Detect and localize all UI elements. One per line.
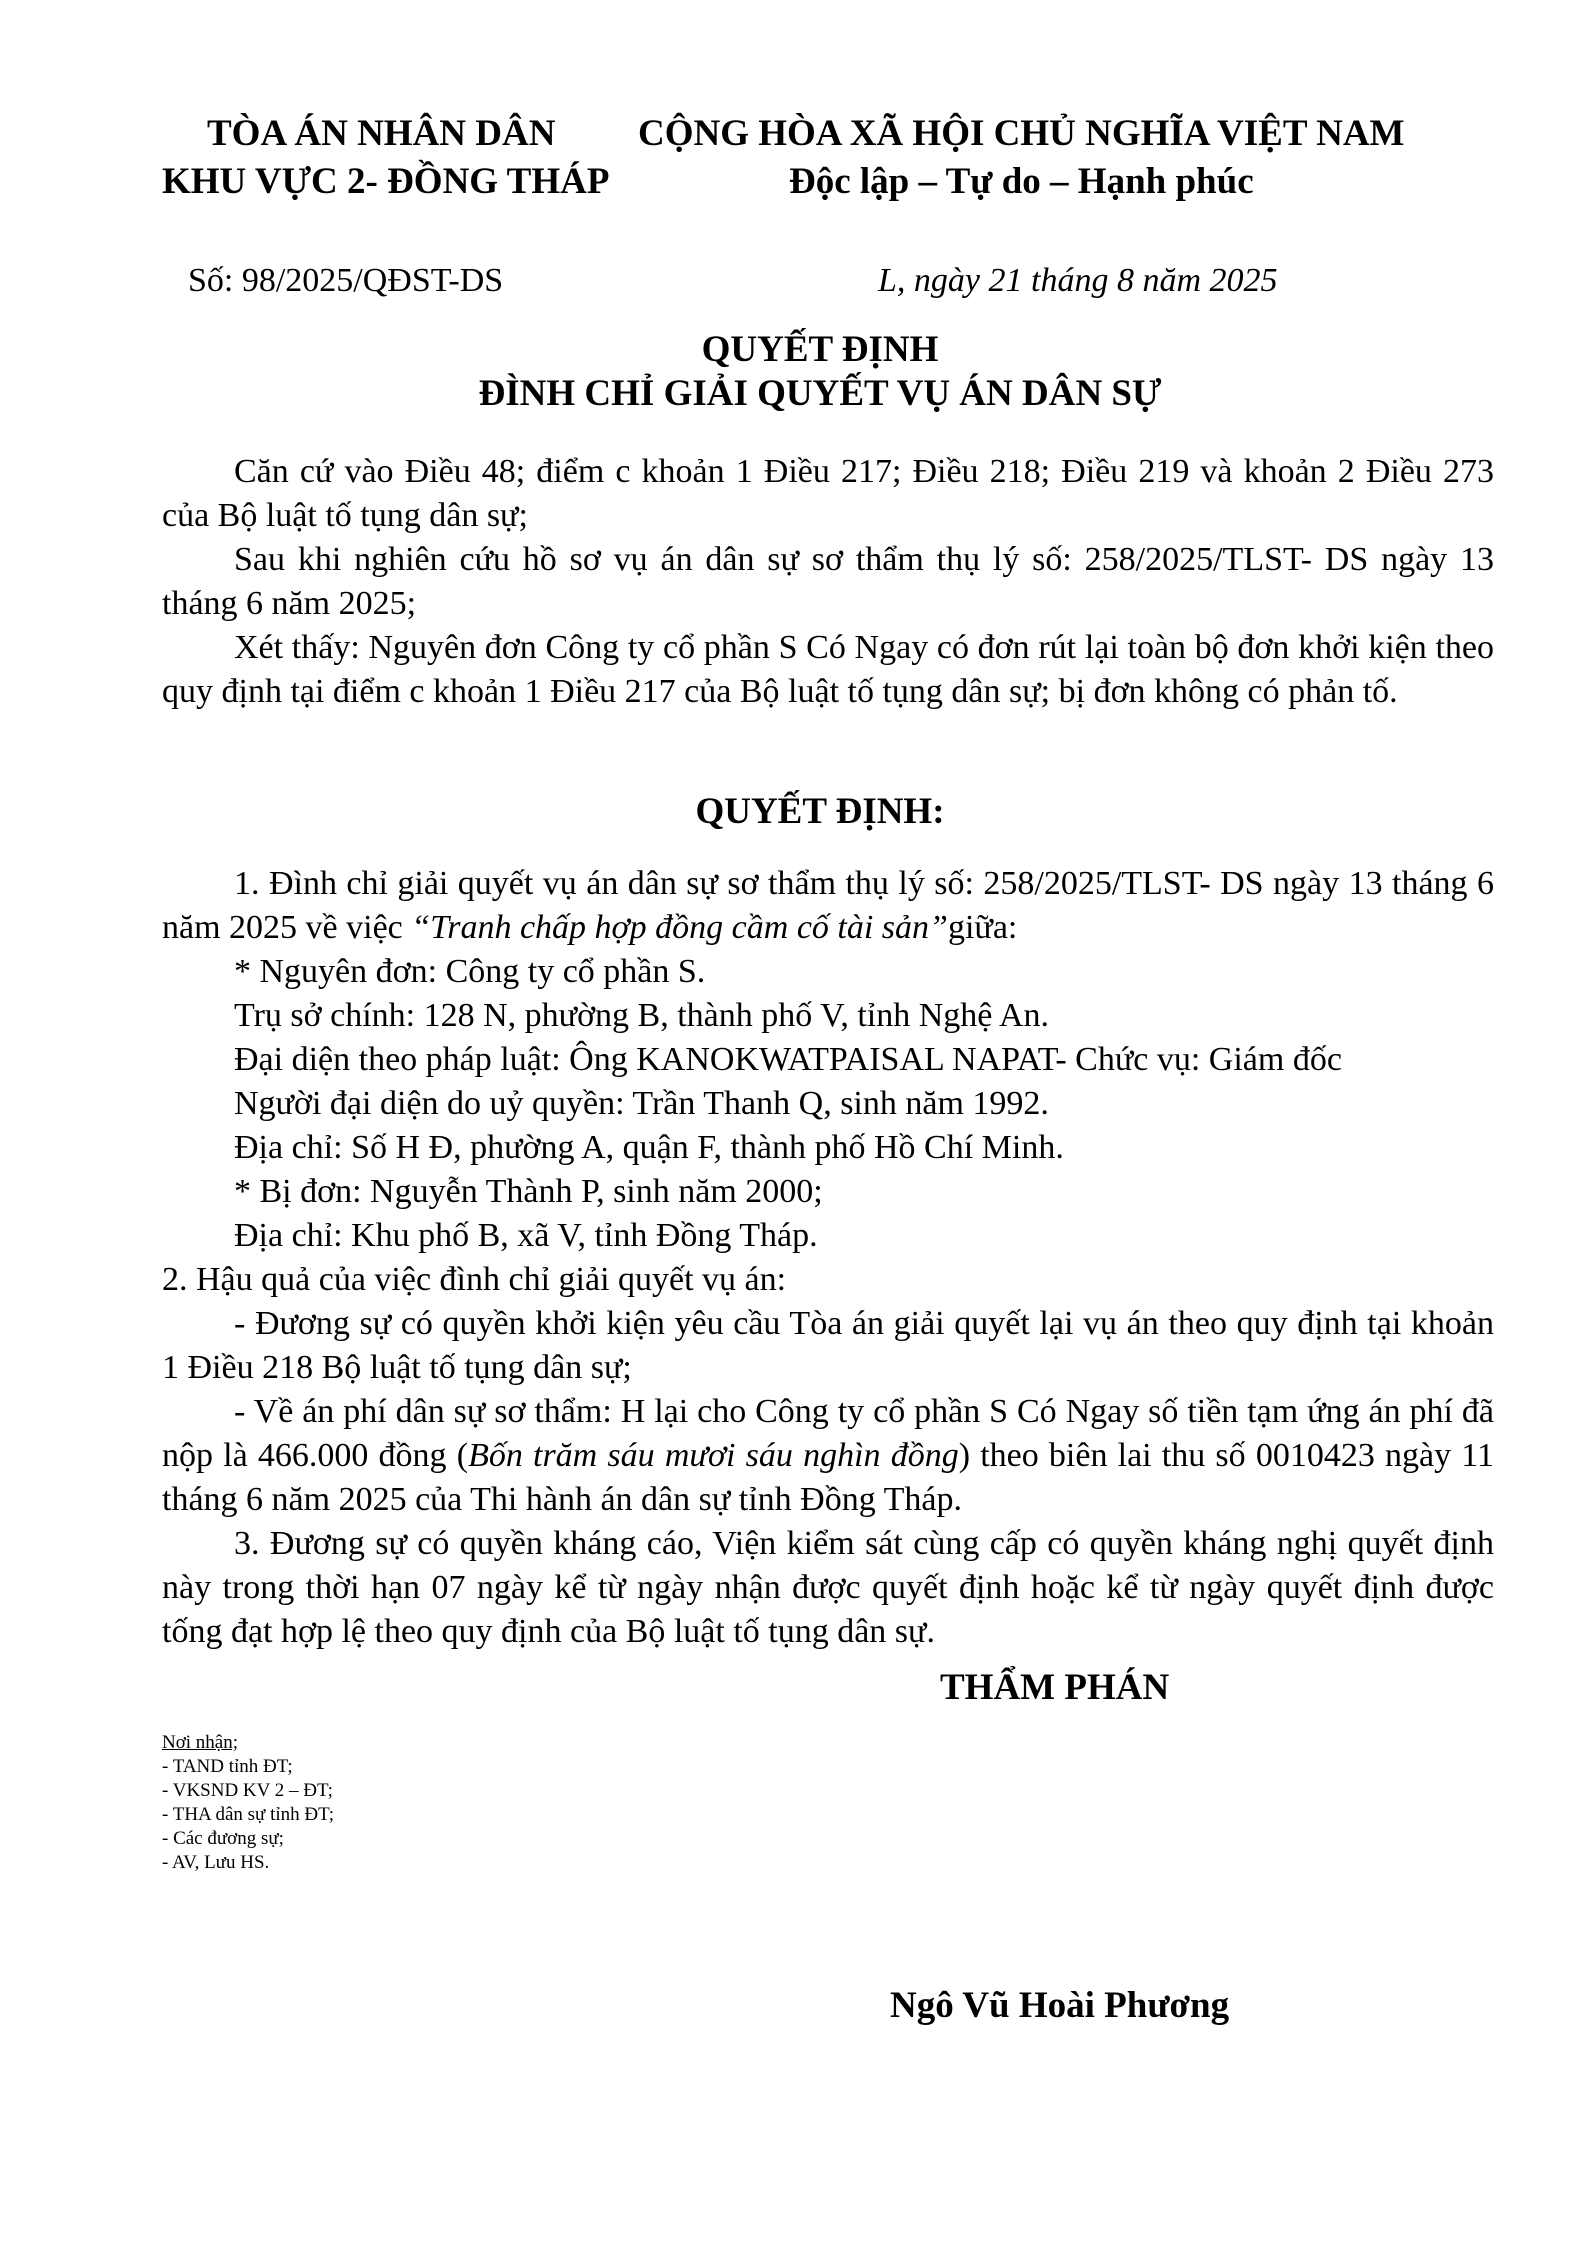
recipient-item: - THA dân sự tỉnh ĐT;	[162, 1804, 334, 1825]
preamble-legal-basis: Căn cứ vào Điều 48; điểm c khoản 1 Điều 217; Điều 218; Điều 219 và khoản 2 Điều 273 của Bộ luật tố tụng dân sự;	[162, 453, 1494, 534]
plaintiff-legal-rep: Đại diện theo pháp luật: Ông KANOKWATPAISAL NAPAT- Chức vụ: Giám đốc	[234, 1041, 1342, 1078]
defendant-address: Địa chỉ: Khu phố B, xã V, tỉnh Đồng Tháp.	[234, 1217, 818, 1254]
national-motto: Độc lập – Tự do – Hạnh phúc	[789, 161, 1254, 202]
recipient-item: - Các đương sự;	[162, 1828, 284, 1849]
defendant-line: * Bị đơn: Nguyễn Thành P, sinh năm 2000;	[234, 1173, 823, 1210]
decision-item-3: 3. Đương sự có quyền kháng cáo, Viện kiểm sát cùng cấp có quyền kháng nghị quyết định này trong thời hạn 07 ngày kể từ ngày nhận được quyết định hoặc kể từ ngày quyết định được tống đạt hợp lệ theo quy định của Bộ luật tố tụng dân sự.	[162, 1525, 1494, 1650]
court-name-line1: TÒA ÁN NHÂN DÂN	[207, 113, 556, 154]
judge-title: THẨM PHÁN	[940, 1667, 1170, 1708]
recipient-item: - AV, Lưu HS.	[162, 1852, 270, 1873]
place-and-date: L, ngày 21 tháng 8 năm 2025	[878, 262, 1278, 299]
preamble-case-review: Sau khi nghiên cứu hồ sơ vụ án dân sự sơ thẩm thụ lý số: 258/2025/TLST- DS ngày 13 tháng 6 năm 2025;	[162, 541, 1494, 622]
consequence-refile: - Đương sự có quyền khởi kiện yêu cầu Tòa án giải quyết lại vụ án theo quy định tại khoản 1 Điều 218 Bộ luật tố tụng dân sự;	[162, 1305, 1494, 1386]
national-title: CỘNG HÒA XÃ HỘI CHỦ NGHĨA VIỆT NAM	[638, 113, 1405, 154]
plaintiff-line: * Nguyên đơn: Công ty cổ phần S.	[234, 953, 706, 990]
authorized-rep-address: Địa chỉ: Số H Đ, phường A, quận F, thành phố Hồ Chí Minh.	[234, 1129, 1064, 1166]
plaintiff-hq: Trụ sở chính: 128 N, phường B, thành phố V, tỉnh Nghệ An.	[234, 997, 1050, 1034]
decision-item-2: 2. Hậu quả của việc đình chỉ giải quyết vụ án:	[162, 1261, 787, 1298]
decision-item-1: 1. Đình chỉ giải quyết vụ án dân sự sơ thẩm thụ lý số: 258/2025/TLST- DS ngày 13 tháng 6 năm 2025 về việc “Tranh chấp hợp đồng cầm cố tài sản”giữa:	[162, 865, 1494, 946]
court-name-line2: KHU VỰC 2- ĐỒNG THÁP	[162, 161, 610, 202]
authorized-rep: Người đại diện do uỷ quyền: Trần Thanh Q, sinh năm 1992.	[234, 1085, 1049, 1122]
judge-name: Ngô Vũ Hoài Phương	[890, 1985, 1230, 2026]
recipient-item: - VKSND KV 2 – ĐT;	[162, 1780, 333, 1801]
amount-in-words: Bốn trăm sáu mươi sáu nghìn đồng	[468, 1437, 959, 1474]
recipients-heading: Nơi nhận;	[162, 1732, 239, 1753]
document-number: Số: 98/2025/QĐST-DS	[188, 262, 504, 299]
consequence-court-fee: - Về án phí dân sự sơ thẩm: H lại cho Công ty cổ phần S Có Ngay số tiền tạm ứng án phí đã nộp là 466.000 đồng (Bốn trăm sáu mươi sáu nghìn đồng) theo biên lai thu số 0010423 ngày 11 tháng 6 năm 2025 của Thi hành án dân sự tỉnh Đồng Tháp.	[162, 1393, 1495, 1518]
preamble-findings: Xét thấy: Nguyên đơn Công ty cổ phần S Có Ngay có đơn rút lại toàn bộ đơn khởi kiện theo quy định tại điểm c khoản 1 Điều 217 của Bộ luật tố tụng dân sự; bị đơn không có phản tố.	[162, 629, 1494, 710]
document-title: QUYẾT ĐỊNH	[701, 329, 939, 370]
document-subtitle: ĐÌNH CHỈ GIẢI QUYẾT VỤ ÁN DÂN SỰ	[478, 373, 1162, 414]
case-subject: “Tranh chấp hợp đồng cầm cố tài sản”	[411, 909, 948, 946]
decision-heading: QUYẾT ĐỊNH:	[695, 791, 945, 832]
recipient-item: - TAND tỉnh ĐT;	[162, 1756, 293, 1777]
